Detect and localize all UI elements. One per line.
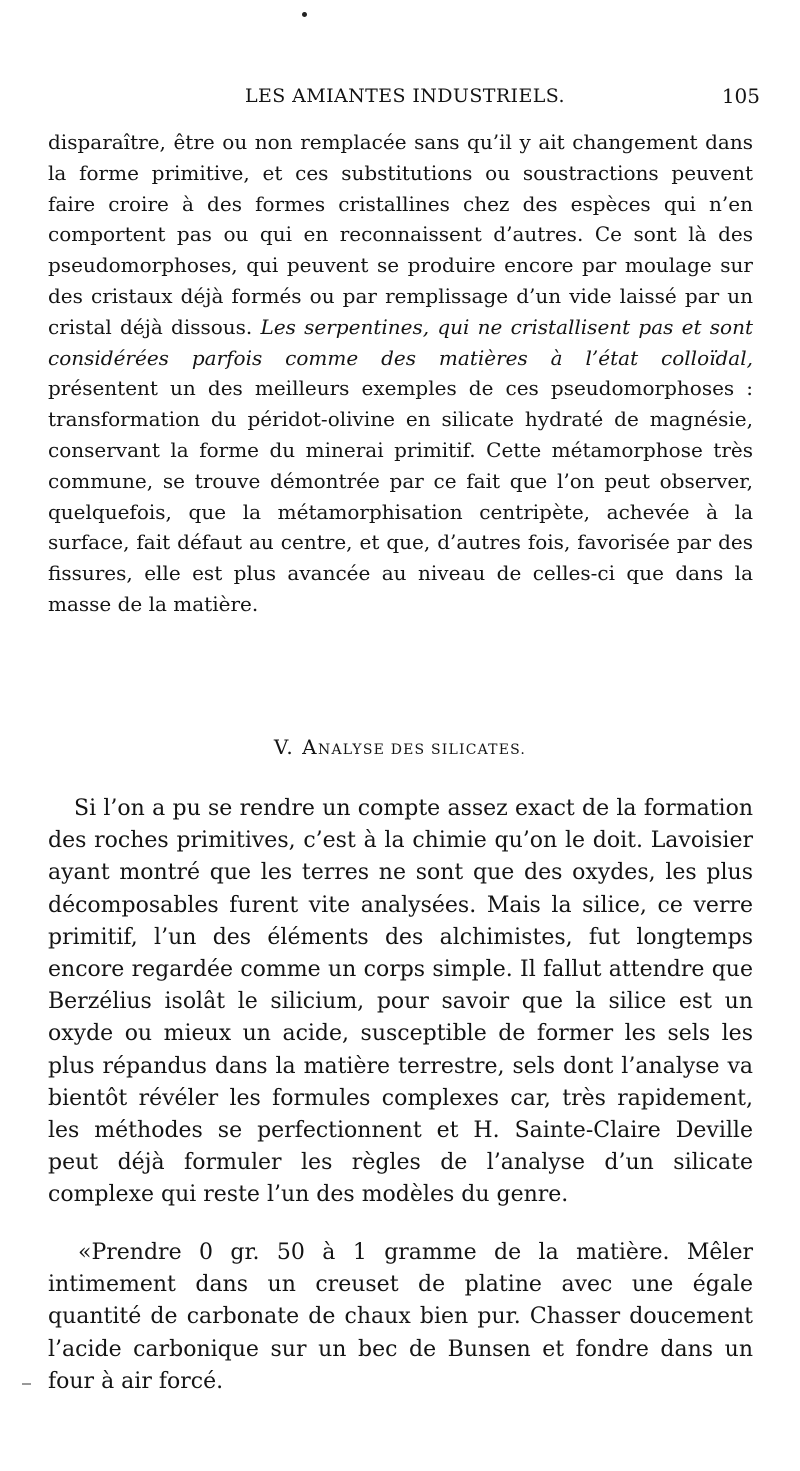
page-number: 105 (721, 84, 760, 108)
paragraph-quoted-method: «Prendre 0 gr. 50 à 1 gramme de la matière. Mêler intimement dans un creuset de platine avec une égale quantité de carbonate de chaux bien pur. Chasser doucement l’acide carbonique sur un bec de Bunsen et fondre dans un four à air forcé. (48, 1240, 753, 1394)
section-title-initial: A (302, 735, 319, 759)
section-heading (0, 735, 800, 759)
margin-mark (22, 1383, 31, 1385)
paragraph-pseudomorphoses (48, 127, 753, 620)
paragraph-text: disparaître, être ou non remplacée sans qu’il y ait changement dans la forme primitive, et ces substitutions ou soustractions peuvent faire croire à des formes cristallines chez des espèces qui n’en comportent pas ou qui en reconnaissent d’autres. Ce sont là des pseudomorphoses, qui peuvent se produire encore par moulage sur des cristaux déjà formés ou par remplissage d’un vide laissé par un cristal déjà dissous. (48, 130, 753, 339)
running-header: LES AMIANTES INDUSTRIELS. (245, 85, 565, 107)
ink-speck (302, 12, 307, 17)
section-numeral: V. (273, 735, 295, 759)
paragraph-silicate-analysis: Si l’on a pu se rendre un compte assez exact de la formation des roches primitives, c’est à la chimie qu’on le doit. Lavoisier ayant montré que les terres ne sont que des oxydes, les plus décomposables furent vite analysées. Mais la silice, ce verre primitif, l’un des éléments des alchimistes, fut longtemps encore regardée comme un corps simple. Il fallut attendre que Berzélius isolât le silicium, pour savoir que la silice est un oxyde ou mieux un acide, susceptible de former les sels les plus répandus dans la matière terrestre, sels dont l’analyse va bientôt révéler les formules complexes car, très rapidement, les méthodes se perfectionnent et H. Sainte-Claire Deville peut déjà formuler les règles de l’analyse d’un silicate complexe qui reste l’un des modèles du genre. (48, 796, 753, 1208)
italic-passage: Les serpentines, qui ne cristallisent pas et sont considérées parfois comme des matières à l’état colloïdal, (48, 314, 753, 370)
paragraph-text: présentent un des meilleurs exemples de ces pseudomorphoses : transformation du péridot-olivine en silicate hydraté de magnésie, conservant la forme du minerai primitif. Cette métamorphose très commune, se trouve démontrée par ce fait que l’on peut observer, quelquefois, que la métamorphisation centripète, achevée à la surface, fait défaut au centre, et que, d’autres fois, favorisée par des fissures, elle est plus avancée au niveau de celles-ci que dans la masse de la matière. (48, 376, 753, 616)
section-title-rest: NALYSE DES SILICATES. (318, 742, 527, 758)
